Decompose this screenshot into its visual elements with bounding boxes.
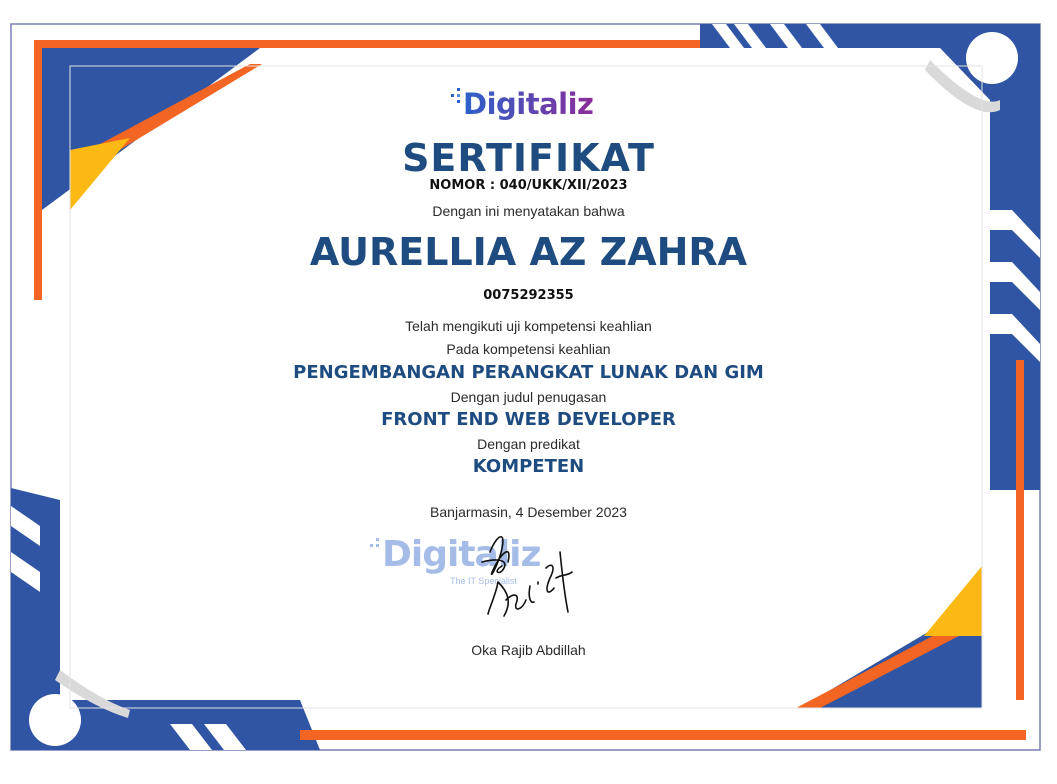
stamp-dots-icon: [368, 538, 382, 554]
stamp-tagline: The IT Specialist: [450, 576, 517, 586]
place-date: Banjarmasin, 4 Desember 2023: [430, 504, 627, 520]
recipient-name: AURELLIA AZ ZAHRA: [309, 230, 748, 274]
recipient-id: 0075292355: [483, 288, 574, 303]
bottom-left-circle: [29, 694, 81, 746]
grade-label: Dengan predikat: [477, 436, 580, 452]
certificate-number: NOMOR : 040/UKK/XII/2023: [429, 178, 628, 193]
digitaliz-logo-wordmark: [463, 84, 608, 124]
logo-dots-icon: [449, 88, 463, 104]
signature: [468, 522, 578, 622]
bottom-orange-bar: [300, 730, 1026, 740]
certificate-title: SERTIFIKAT: [402, 136, 655, 180]
svg-text:Digitaliz: Digitaliz: [463, 87, 594, 121]
test-line: Telah mengikuti uji kompetensi keahlian: [405, 318, 652, 334]
top-orange-bar: [34, 40, 708, 48]
top-right-circle: [966, 32, 1018, 84]
signatory-name: Oka Rajib Abdillah: [471, 642, 586, 658]
competency-field: PENGEMBANGAN PERANGKAT LUNAK DAN GIM: [293, 362, 764, 383]
stamp-wordmark: Digitaliz: [382, 534, 541, 575]
assignment-label: Dengan judul penugasan: [450, 389, 607, 405]
grade-value: KOMPETEN: [472, 456, 585, 477]
digitaliz-logo: [443, 78, 609, 134]
field-label: Pada kompetensi keahlian: [446, 341, 611, 357]
intro-text: Dengan ini menyatakan bahwa: [432, 203, 625, 219]
assignment-title: FRONT END WEB DEVELOPER: [381, 409, 676, 430]
